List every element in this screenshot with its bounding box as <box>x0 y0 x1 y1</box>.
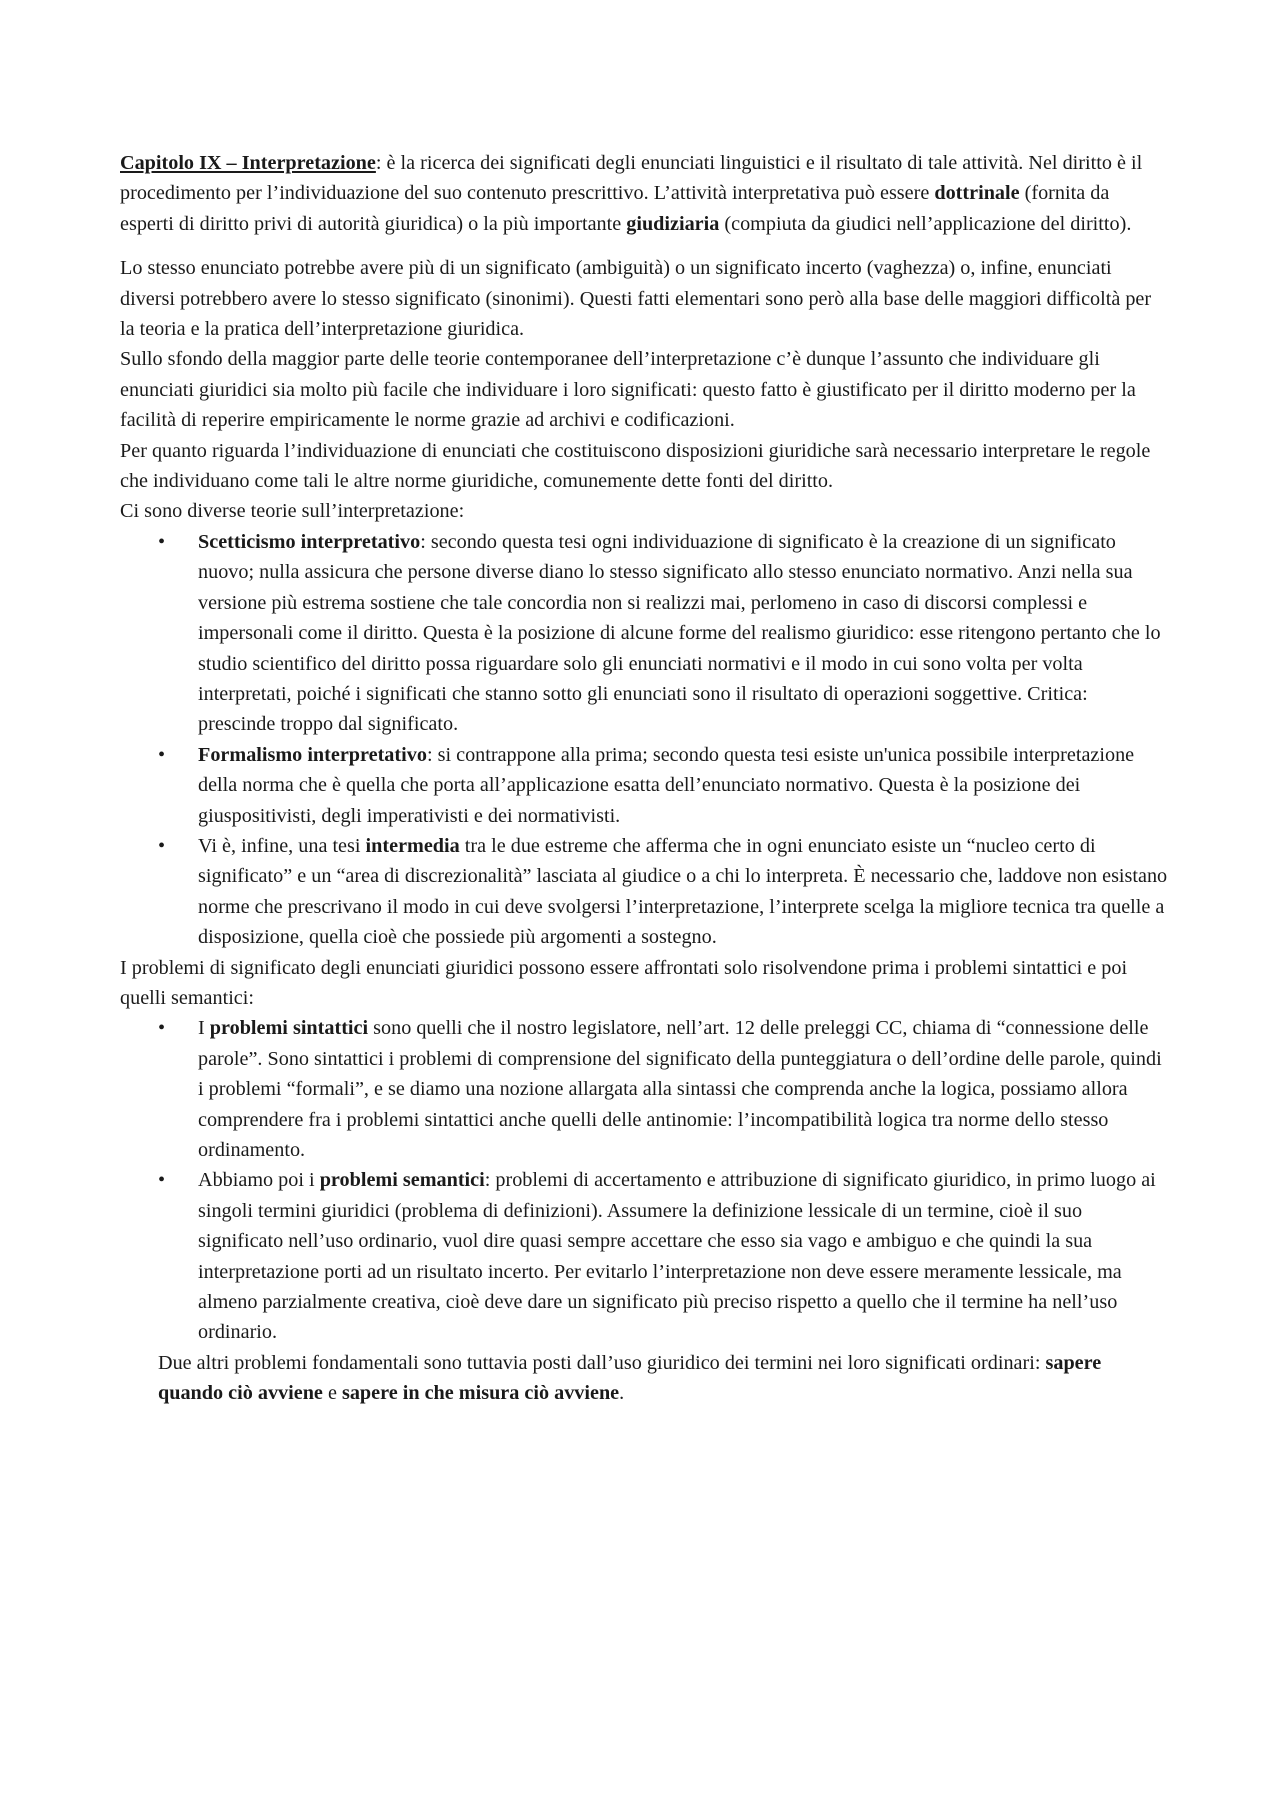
list-item-text: tra le due estreme che afferma che in ogni enunciato esiste un “nucleo certo di significato” e un “area di discrezionalità” lasciata al giudice o a chi lo interpreta. È necessario che, laddove non esistano norme che prescrivano il modo in cui deve svolgersi l’interpretazione, l’interprete scelga la migliore tecnica tra quelle a disposizione, quella cioè che possiede più argomenti a sostegno. <box>198 834 1168 949</box>
intro-text-2: (fornita da esperti di diritto privi di autorità giuridica) o la più importante <box>120 182 1110 235</box>
paragraph-problems-intro: I problemi di significato degli enunciati giuridici possono essere affrontati solo risolvendone prima i problemi sintattici e poi quelli semantici: <box>120 956 1128 1009</box>
intro-text-3: (compiuta da giudici nell’applicazione del diritto). <box>719 212 1132 235</box>
list-item-text: : si contrappone alla prima; secondo questa tesi esiste un'unica possibile interpretazione della norma che è quella che porta all’applicazione esatta dell’enunciato normativo. Questa è la posizione dei giuspositivisti, degli imperativisti e dei normativisti. <box>198 743 1135 827</box>
intro-paragraph <box>120 148 1168 239</box>
bullet-icon: • <box>158 1017 166 1040</box>
list-item-bold: problemi sintattici <box>209 1017 369 1040</box>
paragraph-background: Sullo sfondo della maggior parte delle teorie contemporanee dell’interpretazione c’è dunque l’assunto che individuare gli enunciati giuridici sia molto più facile che individuare i loro significati: questo fatto è giustificato per il diritto moderno per la facilità di reperire empiricamente le norme grazie ad archivi e codificazioni. <box>120 348 1136 432</box>
closing-text-1: Due altri problemi fondamentali sono tuttavia posti dall’uso giuridico dei termini nei loro significati ordinari: <box>158 1351 1046 1374</box>
chapter-title: Capitolo IX – Interpretazione <box>120 152 376 174</box>
list-item-pre: Vi è, infine, una tesi <box>198 834 366 857</box>
bullet-icon: • <box>158 743 166 766</box>
intro-bold-giudiziaria: giudiziaria <box>626 212 720 235</box>
theories-list <box>120 527 1168 953</box>
list-item-pre: I <box>198 1017 210 1040</box>
list-item-text: : secondo questa tesi ogni individuazione di significato è la creazione di un significato nuovo; nulla assicura che persone diverse diano lo stesso significato allo stesso enunciato normativo. Anzi nella sua versione più estrema sostiene che tale concordia non si realizzi mai, perlomeno in caso di discorsi complessi e impersonali come il diritto. Questa è la posizione di alcune forme del realismo giuridico: esse ritengono pertanto che lo studio scientifico del diritto possa riguardare solo gli enunciati normativi e il modo in cui sono volta per volta interpretati, poiché i significati che stanno sotto gli enunciati sono il risultato di operazioni soggettive. Critica: prescinde troppo dal significato. <box>198 530 1161 736</box>
list-item-text: : problemi di accertamento e attribuzione di significato giuridico, in primo luogo ai singoli termini giuridici (problema di definizioni). Assumere la definizione lessicale di un termine, cioè il suo significato nell’uso ordinario, vuol dire quasi sempre accettare che esso sia vago e ambiguo e che quindi la sua interpretazione porti ad un risultato incerto. Per evitarlo l’interpretazione non deve essere meramente lessicale, ma almeno parzialmente creativa, cioè deve dare un significato più preciso rispetto a quello che il termine ha nell’uso ordinario. <box>198 1169 1156 1344</box>
list-item <box>120 527 1168 740</box>
list-item-bold: Scetticismo interpretativo <box>198 530 421 553</box>
closing-paragraph <box>120 1348 1168 1409</box>
list-item-bold: problemi semantici <box>319 1169 485 1192</box>
list-item <box>120 831 1168 953</box>
paragraph-sources: Per quanto riguarda l’individuazione di enunciati che costituiscono disposizioni giuridiche sarà necessario interpretare le regole che individuano come tali le altre norme giuridiche, comunemente dette fonti del diritto. <box>120 439 1151 493</box>
intro-text-1: : è la ricerca dei significati degli enunciati linguistici e il risultato di tale attività. Nel diritto è il procedimento per l’individuazione del suo contenuto prescrittivo. L’attività interpretativa può essere <box>120 152 1143 205</box>
closing-bold-2: sapere in che misura ciò avviene <box>341 1382 620 1405</box>
list-item <box>120 740 1168 831</box>
list-item-bold: Formalismo interpretativo <box>198 743 427 766</box>
list-item <box>120 1165 1168 1347</box>
closing-text-2: e <box>322 1382 342 1405</box>
bullet-icon: • <box>158 1169 166 1192</box>
document-page <box>120 148 1168 1409</box>
paragraph-ambiguity: Lo stesso enunciato potrebbe avere più di un significato (ambiguità) o un significato incerto (vaghezza) o, infine, enunciati diversi potrebbero avere lo stesso significato (sinonimi). Questi fatti elementari sono però alla base delle maggiori difficoltà per la teoria e la pratica dell’interpretazione giuridica. <box>120 257 1152 341</box>
problems-list <box>120 1013 1168 1347</box>
list-item-bold: intermedia <box>365 834 460 857</box>
bullet-icon: • <box>158 530 166 553</box>
list-item-pre: Abbiamo poi i <box>198 1169 320 1192</box>
paragraph-theories-intro: Ci sono diverse teorie sull’interpretazione: <box>120 500 465 523</box>
bullet-icon: • <box>158 834 166 857</box>
closing-bold-1: sapere quando ciò avviene <box>158 1351 1102 1405</box>
list-item <box>120 1013 1168 1165</box>
intro-bold-dottrinale: dottrinale <box>934 182 1020 205</box>
closing-text-3: . <box>619 1382 625 1405</box>
list-item-text: sono quelli che il nostro legislatore, nell’art. 12 delle preleggi CC, chiama di “connessione delle parole”. Sono sintattici i problemi di comprensione del significato della punteggiatura o dell’ordine delle parole, quindi i problemi “formali”, e se diamo una nozione allargata alla sintassi che comprenda anche la logica, possiamo allora comprendere fra i problemi sintattici anche quelli delle antinomie: l’incompatibilità logica tra norme dello stesso ordinamento. <box>198 1017 1162 1161</box>
